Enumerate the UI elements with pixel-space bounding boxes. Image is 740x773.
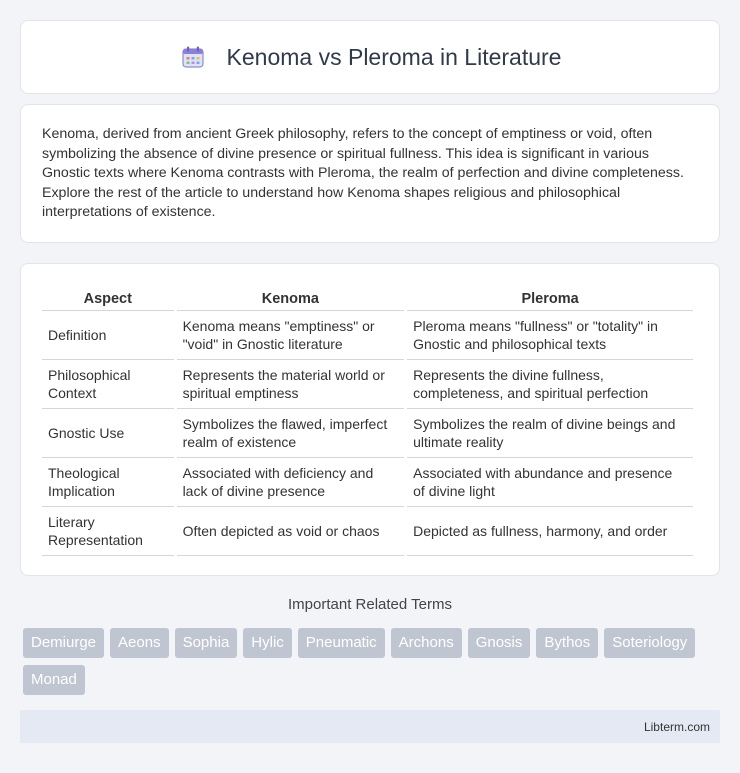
table-cell-kenoma: Often depicted as void or chaos bbox=[177, 507, 405, 556]
column-header-pleroma: Pleroma bbox=[407, 284, 693, 311]
page-title: Kenoma vs Pleroma in Literature bbox=[226, 43, 562, 70]
table-row bbox=[42, 311, 693, 360]
table-cell-aspect: Theological Implication bbox=[42, 458, 174, 507]
column-header-kenoma: Kenoma bbox=[177, 284, 405, 311]
column-header-aspect: Aspect bbox=[42, 284, 174, 311]
intro-card bbox=[20, 104, 720, 243]
table-cell-aspect: Definition bbox=[42, 311, 174, 360]
footer-site-link[interactable]: Libterm.com bbox=[643, 719, 710, 734]
table-cell-pleroma: Represents the divine fullness, completeness, and spiritual perfection bbox=[407, 360, 693, 409]
intro-text: Kenoma, derived from ancient Greek philosophy, refers to the concept of emptiness or void, often symbolizing the absence of divine presence or spiritual fullness. This idea is significant in various Gnostic texts where Kenoma contrasts with Pleroma, the realm of perfection and divine completeness. Explore the rest of the article to understand how Kenoma shapes religious and philosophical interpretations of existence. bbox=[42, 126, 684, 221]
tag-soteriology[interactable]: Soteriology bbox=[604, 628, 695, 658]
related-terms-title: Important Related Terms bbox=[288, 596, 452, 613]
table-cell-kenoma: Associated with deficiency and lack of divine presence bbox=[177, 458, 405, 507]
table-cell-pleroma: Symbolizes the realm of divine beings and ultimate reality bbox=[407, 409, 693, 458]
table-row bbox=[42, 360, 693, 409]
related-terms-list bbox=[23, 628, 723, 695]
table-cell-aspect: Philosophical Context bbox=[42, 360, 174, 409]
tag-sophia[interactable]: Sophia bbox=[175, 628, 238, 658]
calendar-icon bbox=[179, 43, 207, 71]
footer bbox=[20, 710, 720, 743]
table-row bbox=[42, 507, 693, 556]
table-header-row bbox=[42, 284, 693, 311]
tag-aeons[interactable]: Aeons bbox=[110, 628, 169, 658]
comparison-card bbox=[20, 263, 720, 576]
comparison-table bbox=[39, 284, 696, 556]
header-card bbox=[20, 20, 720, 94]
table-cell-kenoma: Kenoma means "emptiness" or "void" in Gnostic literature bbox=[177, 311, 405, 360]
table-cell-aspect: Literary Representation bbox=[42, 507, 174, 556]
table-cell-pleroma: Pleroma means "fullness" or "totality" in Gnostic and philosophical texts bbox=[407, 311, 693, 360]
table-cell-pleroma: Depicted as fullness, harmony, and order bbox=[407, 507, 693, 556]
tag-archons[interactable]: Archons bbox=[391, 628, 462, 658]
tag-pneumatic[interactable]: Pneumatic bbox=[298, 628, 385, 658]
table-cell-pleroma: Associated with abundance and presence of divine light bbox=[407, 458, 693, 507]
tag-monad[interactable]: Monad bbox=[23, 665, 85, 695]
tag-gnosis[interactable]: Gnosis bbox=[468, 628, 531, 658]
tag-demiurge[interactable]: Demiurge bbox=[23, 628, 104, 658]
table-row bbox=[42, 409, 693, 458]
table-row bbox=[42, 458, 693, 507]
tag-hylic[interactable]: Hylic bbox=[243, 628, 292, 658]
tag-bythos[interactable]: Bythos bbox=[536, 628, 598, 658]
table-cell-aspect: Gnostic Use bbox=[42, 409, 174, 458]
table-cell-kenoma: Symbolizes the flawed, imperfect realm of existence bbox=[177, 409, 405, 458]
table-cell-kenoma: Represents the material world or spiritual emptiness bbox=[177, 360, 405, 409]
